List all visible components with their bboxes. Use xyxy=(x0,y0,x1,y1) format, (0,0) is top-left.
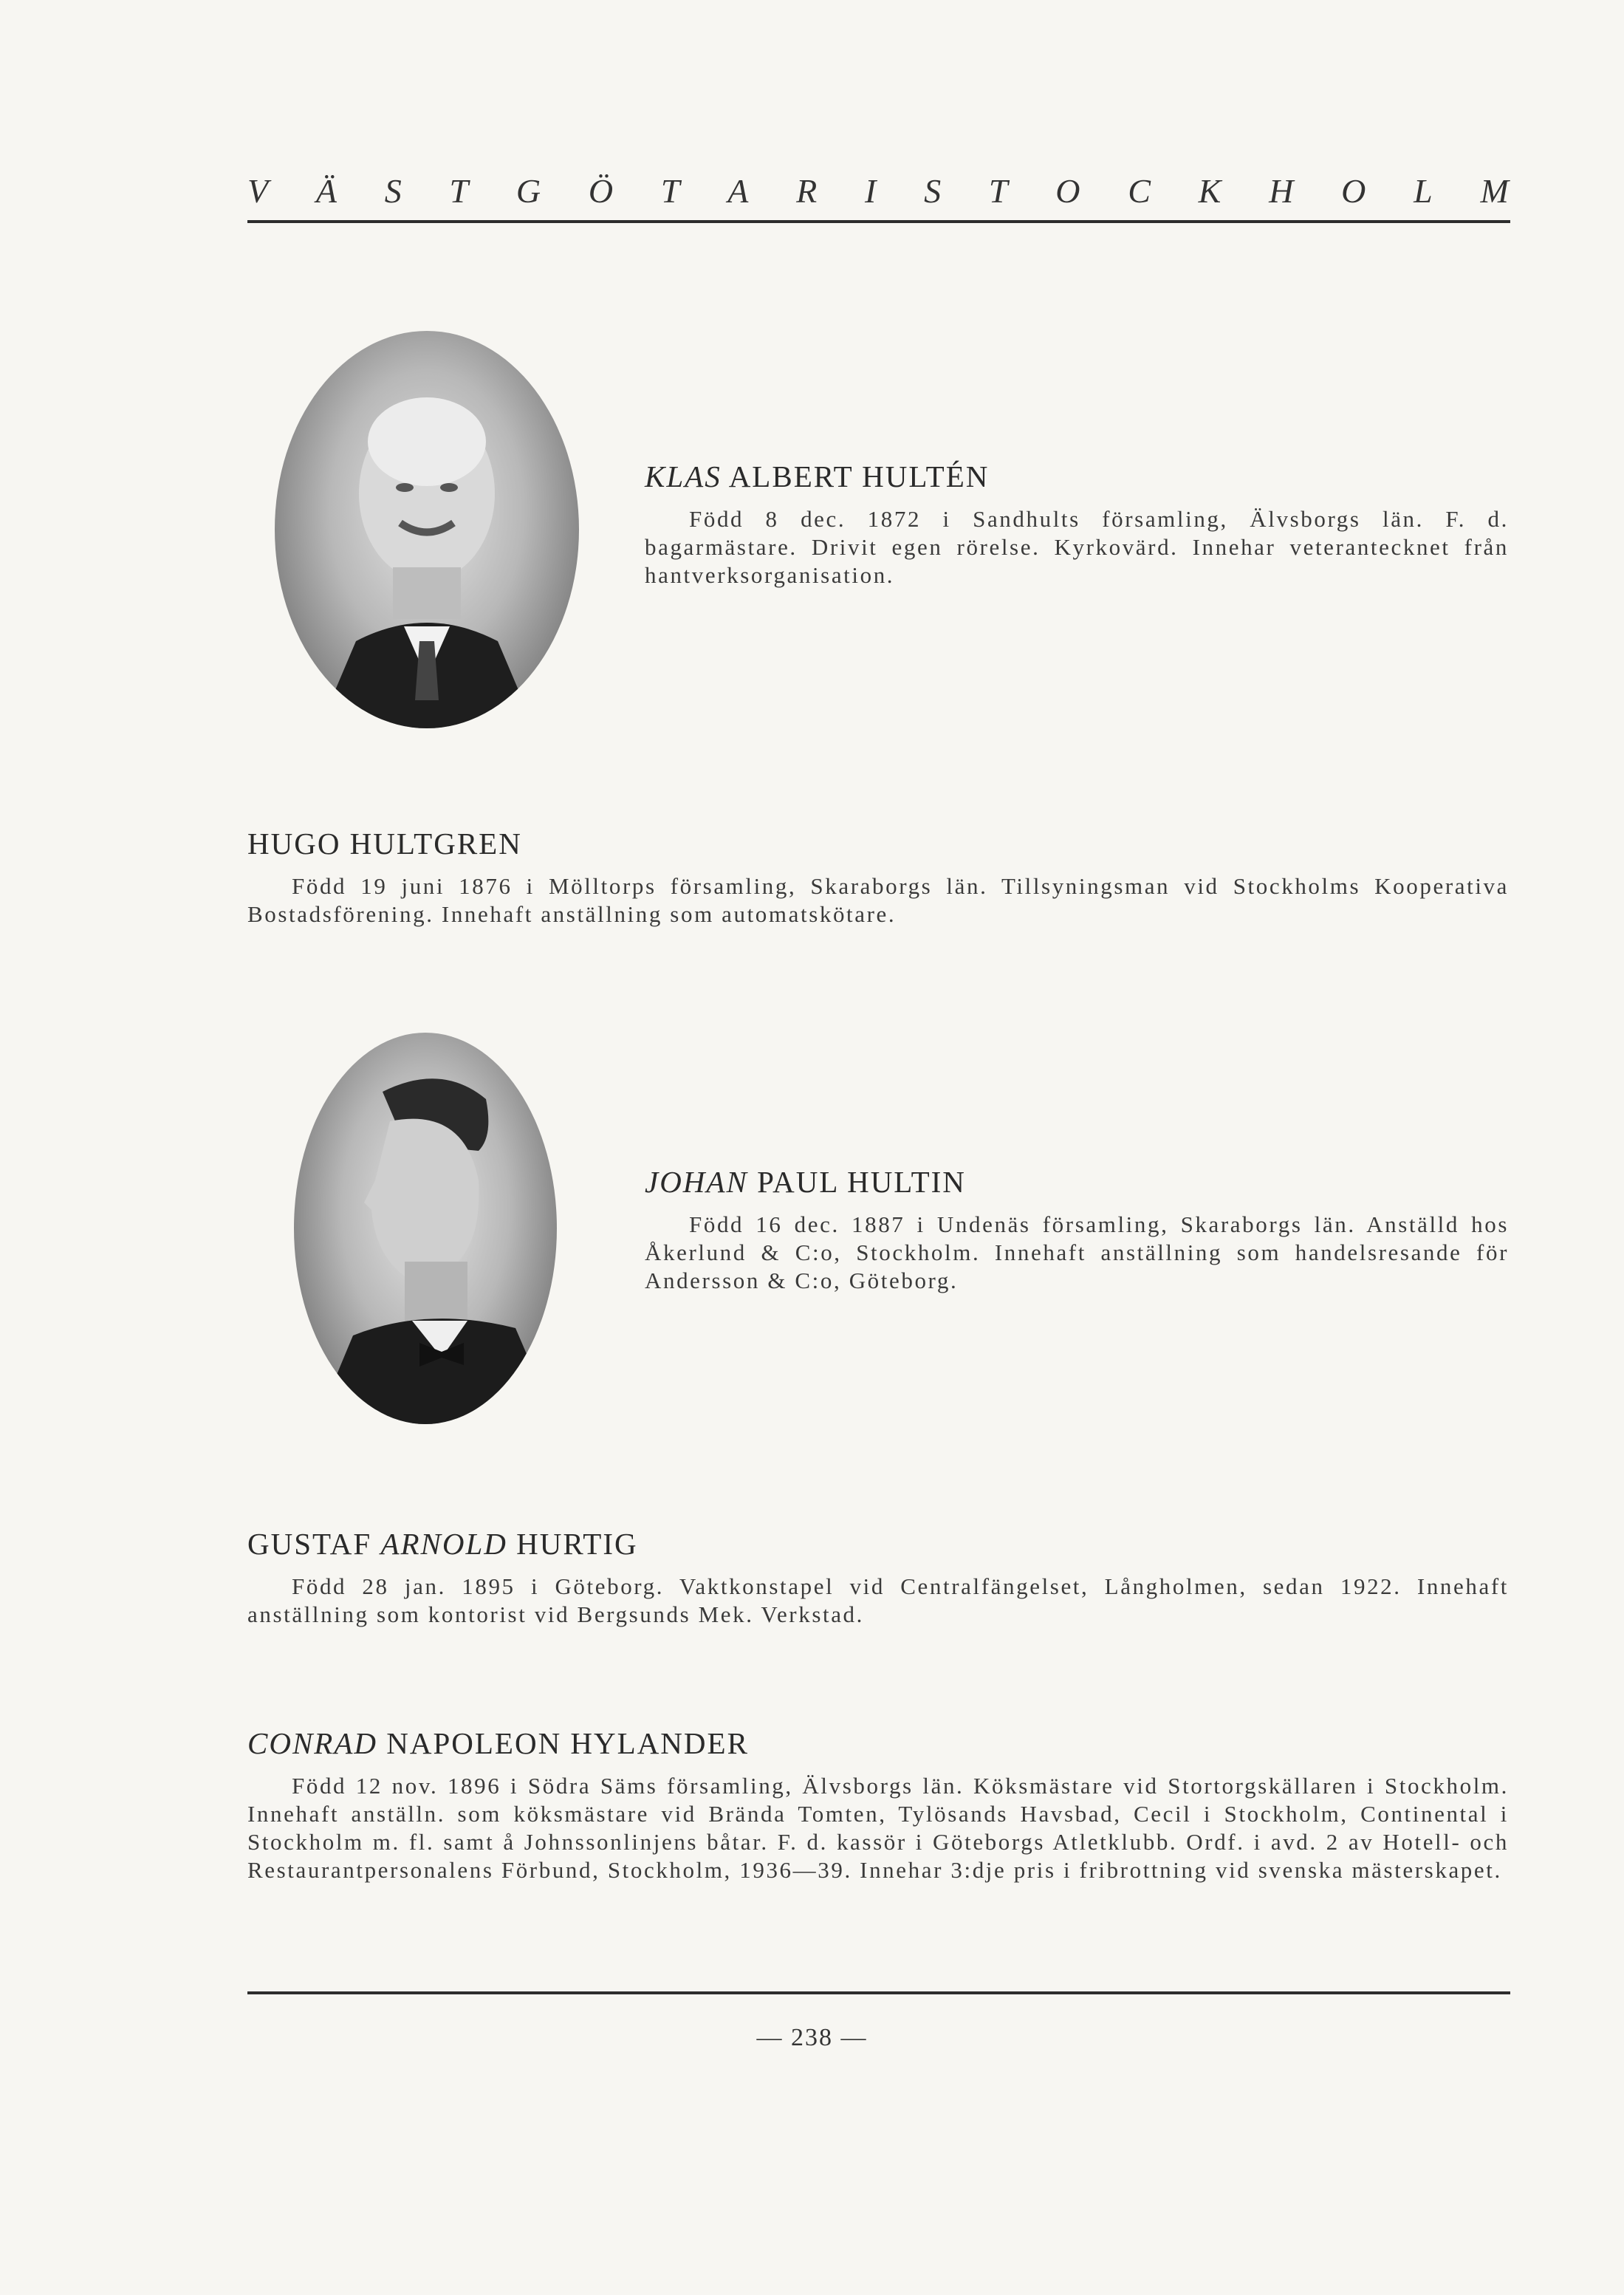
name-italic: ARNOLD xyxy=(380,1527,507,1561)
running-header xyxy=(247,171,1510,211)
name-plain: GUSTAF xyxy=(247,1527,381,1561)
header-letter: K xyxy=(1198,172,1223,210)
header-letter: S xyxy=(924,172,943,210)
header-letter: O xyxy=(1341,172,1368,210)
name-italic: JOHAN xyxy=(645,1165,748,1199)
name-rest: HURTIG xyxy=(507,1527,638,1561)
header-letter: Ä xyxy=(315,172,338,210)
header-letter: I xyxy=(864,172,878,210)
footer-rule xyxy=(247,1991,1510,1994)
entry-name xyxy=(247,1727,1509,1760)
page-number: — 238 — xyxy=(756,2024,868,2051)
header-letter: H xyxy=(1269,172,1295,210)
name-italic: KLAS xyxy=(645,459,722,493)
entry-text: Född 16 dec. 1887 i Undenäs församling, Skaraborgs län. Anställd hos Åkerlund & C:o, Stockholm. Innehaft anställning som handelsresande för Andersson & C:o, Göteborg. xyxy=(645,1211,1509,1294)
header-letter: M xyxy=(1480,172,1510,210)
header-letter: T xyxy=(988,172,1010,210)
header-letter: T xyxy=(449,172,470,210)
portrait-photo-klas-hulten xyxy=(275,331,579,728)
name-italic: CONRAD xyxy=(247,1726,377,1760)
entry-text: Född 19 juni 1876 i Mölltorps församling, Skaraborgs län. Tillsyningsman vid Stockholms Kooperativa Bostadsförening. Innehaft anställning som automatskötare. xyxy=(247,873,1509,928)
entry-text: Född 12 nov. 1896 i Södra Säms församling, Älvsborgs län. Köksmästare vid Stortorgskällaren i Stockholm. Innehaft anställn. som köksmästare vid Brända Tomten, Tylösands Havsbad, Cecil i Stockholm, Continental i Stockholm m. fl. samt å Johnssonlinjens båtar. F. d. kassör i Göteborgs Atletklubb. Ordf. i avd. 2 av Hotell- och Restaurantpersonalens Förbund, Stockholm, 1936—39. Innehar 3:dje pris i fribrottning vid svenska mästerskapet. xyxy=(247,1773,1509,1884)
header-letter: T xyxy=(660,172,682,210)
header-letter: O xyxy=(1055,172,1082,210)
name-rest: PAUL HULTIN xyxy=(747,1165,966,1199)
entry-text: Född 8 dec. 1872 i Sandhults församling, Älvsborgs län. F. d. bagarmästare. Drivit egen rörelse. Kyrkovärd. Innehar veterantecknet från hantverksorganisation. xyxy=(645,506,1509,589)
entry-hugo-hultgren xyxy=(247,827,1509,928)
header-letter: L xyxy=(1414,172,1434,210)
entry-name xyxy=(247,827,1509,861)
header-rule xyxy=(247,220,1510,223)
entry-gustaf-hurtig xyxy=(247,1528,1509,1629)
entry-text: Född 28 jan. 1895 i Göteborg. Vaktkonstapel vid Centralfängelset, Långholmen, sedan 1922. Innehaft anställning som kontorist vid Bergsunds Mek. Verkstad. xyxy=(247,1573,1509,1628)
header-letter: C xyxy=(1128,172,1152,210)
entry-johan-hultin xyxy=(645,1166,1509,1295)
header-letter: Ö xyxy=(588,172,615,210)
header-letter: R xyxy=(796,172,819,210)
entry-conrad-hylander xyxy=(247,1727,1509,1884)
name-rest: ALBERT HULTÉN xyxy=(721,459,990,493)
portrait-photo-johan-hultin xyxy=(294,1033,557,1424)
entry-name xyxy=(645,1166,1509,1199)
entry-name xyxy=(247,1528,1509,1561)
entry-name xyxy=(645,460,1509,493)
name-rest: NAPOLEON HYLANDER xyxy=(377,1726,749,1760)
header-letter: A xyxy=(727,172,750,210)
entry-klas-hulten xyxy=(645,460,1509,589)
name-plain: HUGO HULTGREN xyxy=(247,827,522,861)
header-letter: G xyxy=(515,172,543,210)
header-letter: V xyxy=(247,172,270,210)
header-letter: S xyxy=(384,172,403,210)
